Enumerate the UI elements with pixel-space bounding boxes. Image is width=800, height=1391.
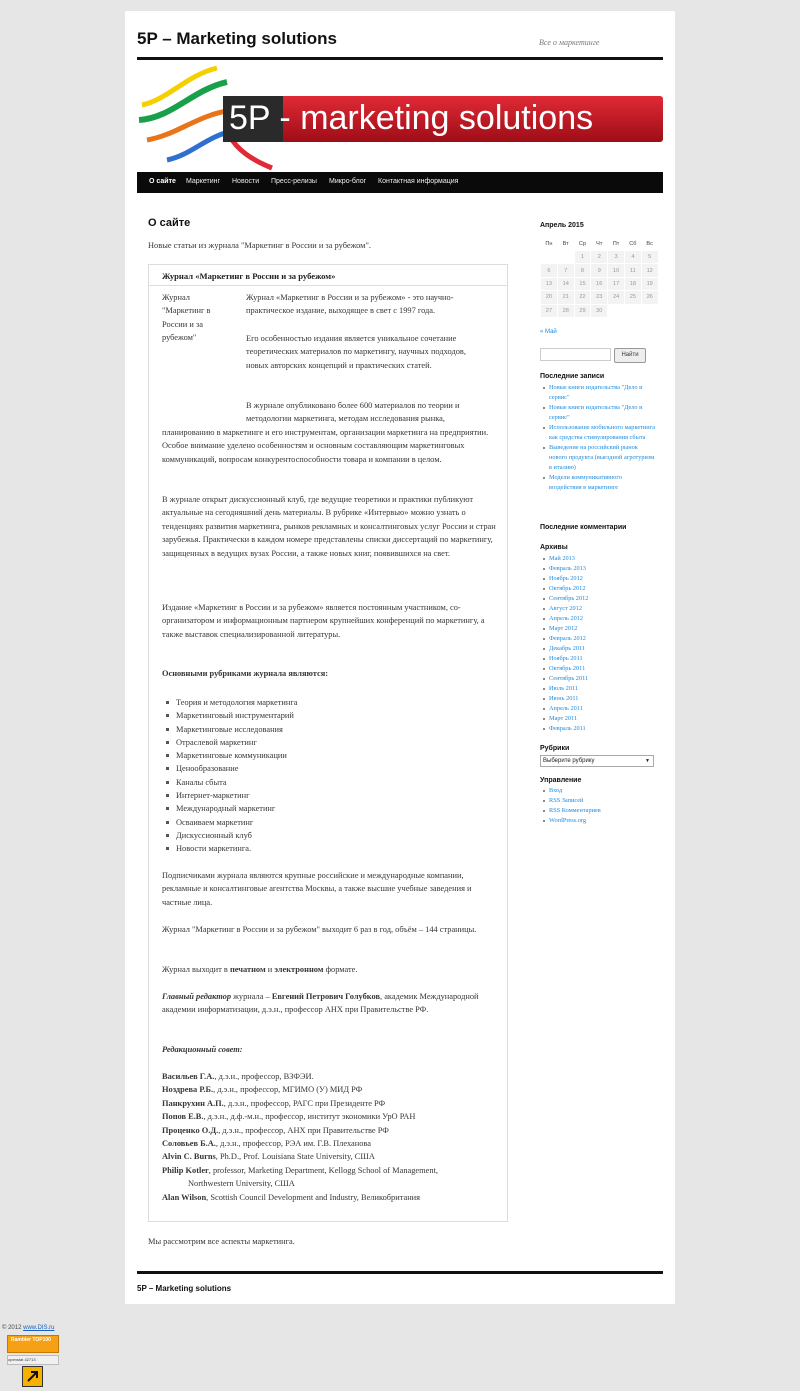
- calendar-weekday: Пт: [612, 241, 620, 247]
- entry-title: О сайте: [148, 217, 191, 229]
- recent-post-link[interactable]: Новые книги издательства "Дело и сервис": [540, 383, 656, 403]
- format-electronic: электронном: [274, 965, 324, 974]
- recent-posts-title: Последние записи: [540, 373, 605, 380]
- recent-post-link[interactable]: Новые книги издательства "Дело и сервис": [540, 403, 656, 423]
- calendar-day: [541, 251, 558, 264]
- calendar-day: 25: [624, 291, 641, 304]
- nav-item-microblog[interactable]: Микро-блог: [329, 178, 367, 185]
- board-list: [162, 1070, 502, 1204]
- board-member: Northwestern University, США: [188, 1179, 295, 1189]
- board-member: Ноздрева Р.Б., д.э.н., профессор, МГИМО (У) МИД РФ: [162, 1085, 363, 1095]
- journal-p3b: планированию в маркетинге и его инструментам, организации маркетинга на предприятии. Особое внимание уделено особенностям и основным составляющим маркетинговых коммуникаций, вопросам конкурентоспособности товара и компании в целом.: [162, 428, 489, 464]
- archive-link[interactable]: Ноябрь 2011: [540, 654, 656, 664]
- calendar-day: 13: [541, 277, 558, 290]
- meta-list: [540, 786, 656, 826]
- archive-link[interactable]: Декабрь 2011: [540, 644, 656, 654]
- journal-p1: Журнал «Маркетинг в России и за рубежом» - это научно-практическое издание, выходящее в свет с 1997 года.: [246, 293, 454, 316]
- archive-link[interactable]: Июль 2011: [540, 684, 656, 694]
- recent-post-link[interactable]: Выведение на российский рынок нового продукта (выездной агротуризм в италию): [540, 443, 656, 473]
- footer-rule: [137, 1271, 663, 1274]
- site-tagline: Все о маркетинге: [539, 38, 600, 47]
- header-banner[interactable]: [137, 60, 663, 172]
- archive-link[interactable]: Март 2011: [540, 714, 656, 724]
- chevron-down-icon: ▼: [645, 758, 650, 764]
- calendar-day: 12: [641, 264, 658, 277]
- search-button[interactable]: Найти: [614, 348, 646, 363]
- archive-link[interactable]: Октябрь 2011: [540, 664, 656, 674]
- calendar-day: 19: [641, 277, 658, 290]
- format-print: печатном: [229, 965, 266, 974]
- calendar-day: 18: [624, 277, 641, 290]
- journal-box-rule: [149, 285, 507, 286]
- calendar: [540, 238, 659, 318]
- list-item: Осваиваем маркетинг: [162, 816, 297, 829]
- list-item: Интернет-маркетинг: [162, 789, 297, 802]
- meta-title: Управление: [540, 777, 582, 784]
- archive-link[interactable]: Февраль 2013: [540, 564, 656, 574]
- list-item: Отраслевой маркетинг: [162, 736, 297, 749]
- nav-item-about[interactable]: О сайте: [149, 178, 176, 185]
- main-nav: [137, 172, 663, 193]
- meta-link-rss-posts[interactable]: RSS Записей: [540, 796, 656, 806]
- format-mid: и: [265, 965, 275, 974]
- list-item: Каналы сбыта: [162, 776, 297, 789]
- list-item: Маркетинговые исследования: [162, 723, 297, 736]
- calendar-day: [557, 251, 574, 264]
- journal-p4: В журнале открыт дискуссионный клуб, где ведущие теоретики и практики публикуют актуальные на сегодняшний день материалы. В рубрике «Интервью» можно узнать о тенденциях развития маркетинга, рынков рекламных и консалтинговых услуг России и стран зарубежья. Практически в каждом номере представлены списки диссертаций по маркетингу, защищенных в ведущих вузах России, а также новых книг, появившихся на свет.: [162, 495, 496, 558]
- board-member: Philip Kotler, professor, Marketing Department, Kellogg School of Management,: [162, 1165, 438, 1175]
- calendar-day: 30: [591, 304, 608, 317]
- editor-post: , академик Международной академии информатизации, д.э.н., профессор АНХ при Правительстве РФ.: [162, 992, 479, 1015]
- board-member: Alan Wilson, Scottish Council Development and Industry, Великобритания: [162, 1192, 421, 1202]
- journal-caption: Журнал "Маркетинг в России и за рубежом": [162, 293, 211, 343]
- calendar-weekday: Чт: [596, 241, 603, 247]
- archive-link[interactable]: Сентябрь 2012: [540, 594, 656, 604]
- recent-post-link[interactable]: Модели коммуникативного воздействия в маркетинге: [540, 473, 656, 493]
- board-heading: Редакционный совет:: [162, 1045, 243, 1054]
- rambler-badge-text: Rambler TOP100: [11, 1337, 51, 1343]
- editor-label: Главный редактор: [162, 992, 232, 1001]
- recent-post-link[interactable]: Использование мобильного маркетинга как средства стимулирования сбыта: [540, 423, 656, 443]
- calendar-day: 3: [608, 251, 625, 264]
- calendar-day: 24: [608, 291, 625, 304]
- calendar-day: 4: [624, 251, 641, 264]
- calendar-day: 2: [591, 251, 608, 264]
- calendar-day: 20: [541, 291, 558, 304]
- meta-link-wordpress[interactable]: WordPress.org: [540, 816, 656, 826]
- board-member: Alvin C. Burns, Ph.D., Prof. Louisiana State University, США: [162, 1152, 375, 1162]
- journal-editor: [162, 990, 498, 1017]
- calendar-day: 17: [608, 277, 625, 290]
- calendar-day: 28: [557, 304, 574, 317]
- board-member: Соловьев Б.А., д.э.н., профессор, РЭА им. Г.В. Плеханова: [162, 1139, 371, 1149]
- site-title[interactable]: 5P – Marketing solutions: [137, 29, 337, 48]
- calendar-day: 15: [574, 277, 591, 290]
- rubrics-list: [162, 696, 297, 856]
- archive-link[interactable]: Август 2012: [540, 604, 656, 614]
- nav-item-contacts[interactable]: Контактная информация: [378, 178, 459, 185]
- page: [125, 11, 675, 1304]
- list-item: Маркетинговый инструментарий: [162, 709, 297, 722]
- format-post: формате.: [323, 965, 358, 974]
- archives-list: [540, 554, 656, 734]
- recent-comments-title: Последние комментарии: [540, 524, 627, 531]
- calendar-day: [641, 304, 658, 317]
- journal-box: [148, 264, 508, 1222]
- board-member: Попов Е.В., д.э.н., д.ф.-м.н., профессор, институт экономики УрО РАН: [162, 1112, 416, 1122]
- rambler-counter-badge[interactable]: [7, 1335, 59, 1353]
- copyright-text: © 2012: [2, 1325, 24, 1331]
- journal-p7: Журнал "Маркетинг в России и за рубежом" выходит 6 раз в год, объём – 144 страницы.: [162, 925, 477, 934]
- calendar-day: 23: [591, 291, 608, 304]
- rubrics-heading: Основными рубриками журнала являются:: [162, 669, 329, 678]
- archive-link[interactable]: Февраль 2011: [540, 724, 656, 734]
- calendar-day: 27: [541, 304, 558, 317]
- calendar-day: 10: [608, 264, 625, 277]
- calendar-caption: Апрель 2015: [540, 222, 584, 229]
- archives-title: Архивы: [540, 544, 568, 551]
- calendar-day: 26: [641, 291, 658, 304]
- journal-box-title: Журнал «Маркетинг в России и за рубежом»: [162, 271, 336, 281]
- archive-link[interactable]: Ноябрь 2012: [540, 574, 656, 584]
- banner-text: 5P - marketing solutions: [229, 99, 594, 137]
- archive-link[interactable]: Июнь 2011: [540, 694, 656, 704]
- journal-p8: [162, 963, 498, 976]
- board-member: Панкрухин А.П., д.э.н., профессор, РАГС при Президенте РФ: [162, 1098, 386, 1108]
- calendar-day: [608, 304, 625, 317]
- archive-link[interactable]: Сентябрь 2011: [540, 674, 656, 684]
- calendar-day: 16: [591, 277, 608, 290]
- entry-outro: Мы рассмотрим все аспекты маркетинга.: [148, 1237, 295, 1246]
- journal-p2: Его особенностью издания является уникальное сочетание теоретических материалов по маркетингу, научных подходов, новых авторских концепций и практических статей.: [246, 334, 466, 370]
- meta-link-rss-comments[interactable]: RSS Комментариев: [540, 806, 656, 816]
- calendar-weekday: Вт: [562, 241, 569, 247]
- archive-link[interactable]: Апрель 2012: [540, 614, 656, 624]
- calendar-weekday: Пн: [545, 241, 553, 247]
- journal-p5: Издание «Маркетинг в России и за рубежом» является постоянным участником, со-организатором и информационным партнером крупнейших конференций по маркетингу, а также выставок специализированной литературы.: [162, 603, 485, 639]
- calendar-day: 8: [574, 264, 591, 277]
- liveinternet-arrow-icon[interactable]: [22, 1366, 43, 1387]
- archive-link[interactable]: Октябрь 2012: [540, 584, 656, 594]
- calendar-day: 6: [541, 264, 558, 277]
- list-item: Новости маркетинга.: [162, 842, 297, 855]
- editor-name: Евгений Петрович Голубков: [271, 992, 381, 1001]
- list-item: Международный маркетинг: [162, 802, 297, 815]
- archive-link[interactable]: Март 2012: [540, 624, 656, 634]
- meta-link-login[interactable]: Вход: [540, 786, 656, 796]
- archive-link[interactable]: Февраль 2012: [540, 634, 656, 644]
- copyright: [2, 1325, 54, 1331]
- journal-p3a: В журнале опубликовано более 600 материалов по теории и методологии маркетинга, методам исследования рынка,: [246, 401, 460, 424]
- nav-item-marketing[interactable]: Маркетинг: [186, 178, 221, 185]
- calendar-day: 1: [574, 251, 591, 264]
- archive-link[interactable]: Май 2013: [540, 554, 656, 564]
- calendar-weekday: Сб: [629, 241, 637, 247]
- calendar-day: 11: [624, 264, 641, 277]
- openstat-counter[interactable]: openstat 42713: [7, 1355, 59, 1365]
- calendar-day: 29: [574, 304, 591, 317]
- list-item: Маркетинговые коммуникации: [162, 749, 297, 762]
- search-input[interactable]: [540, 348, 611, 361]
- calendar-weekday: Вс: [646, 241, 653, 247]
- copyright-link[interactable]: www.DIS.ru: [23, 1325, 55, 1331]
- calendar-day: 5: [641, 251, 658, 264]
- entry-intro: Новые статьи из журнала "Маркетинг в России и за рубежом".: [148, 241, 371, 250]
- archive-link[interactable]: Апрель 2011: [540, 704, 656, 714]
- footer-site-title[interactable]: 5P – Marketing solutions: [137, 1284, 232, 1293]
- board-member: Васильев Г.А., д.э.н., профессор, ВЗФЭИ.: [162, 1072, 314, 1081]
- calendar-day: [624, 304, 641, 317]
- calendar-weekday: Ср: [578, 241, 587, 247]
- nav-item-press[interactable]: Пресс-релизы: [271, 178, 317, 185]
- calendar-day: 21: [557, 291, 574, 304]
- list-item: Ценообразование: [162, 762, 297, 775]
- calendar-prev-link[interactable]: « Май: [540, 329, 557, 335]
- categories-title: Рубрики: [540, 745, 570, 752]
- categories-select-value: Выберите рубрику: [543, 758, 595, 764]
- calendar-day: 14: [557, 277, 574, 290]
- board-member: Проценко О.Д., д.э.н., профессор, АНХ при Правительстве РФ: [162, 1125, 389, 1135]
- journal-p6: Подписчиками журнала являются крупные российские и международные компании, рекламные и консалтинговые агентства Москвы, а также высшие учебные заведения и частные лица.: [162, 871, 472, 907]
- format-pre: Журнал выходит в: [162, 965, 230, 974]
- calendar-day: 7: [557, 264, 574, 277]
- list-item: Дискуссионный клуб: [162, 829, 297, 842]
- nav-item-news[interactable]: Новости: [232, 178, 260, 185]
- recent-posts-list: [540, 383, 656, 493]
- list-item: Теория и методология маркетинга: [162, 696, 297, 709]
- calendar-day: 9: [591, 264, 608, 277]
- categories-select[interactable]: [540, 755, 654, 767]
- calendar-day: 22: [574, 291, 591, 304]
- editor-mid: журнала –: [231, 992, 272, 1001]
